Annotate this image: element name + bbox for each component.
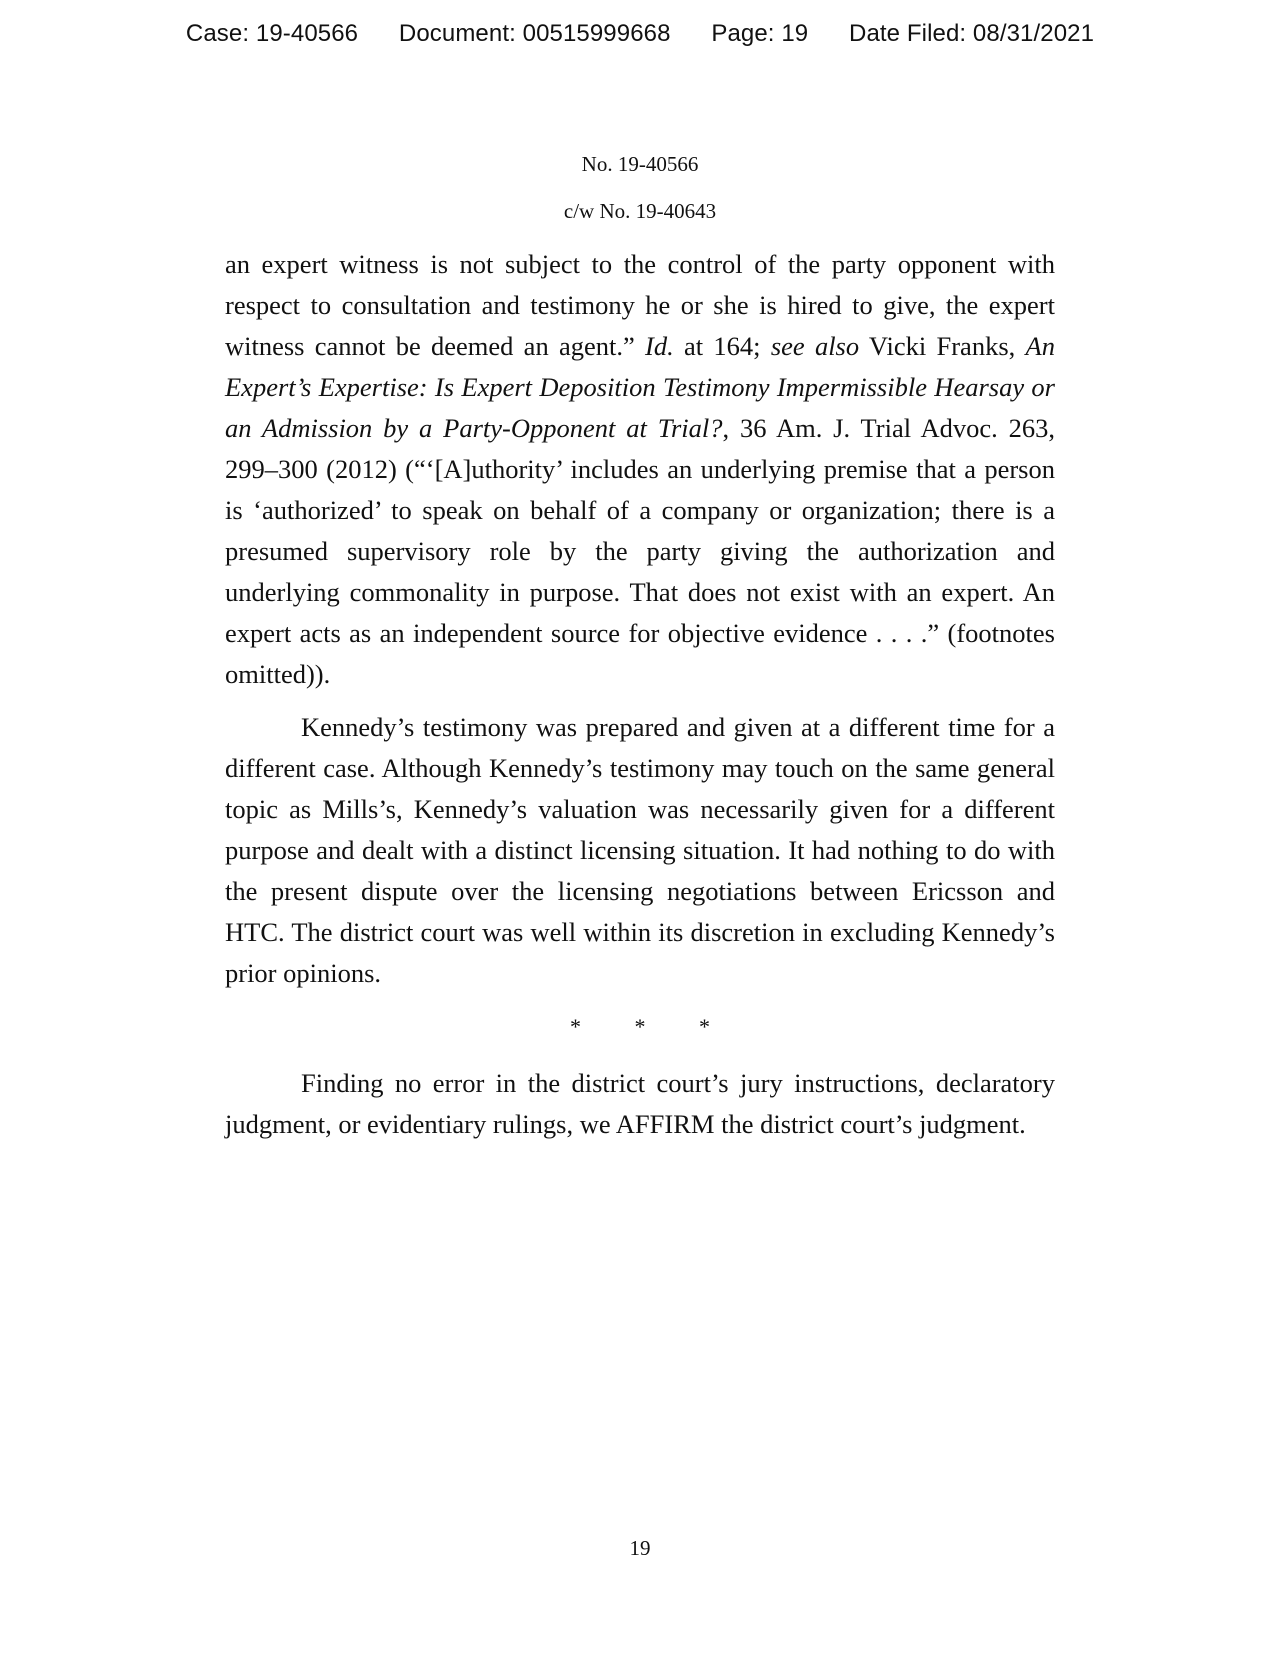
filing-header [0,20,1280,48]
document-number: Document: 00515999668 [398,20,671,47]
consolidated-docket-number: c/w No. 19-40643 [563,199,717,223]
article-title: An Expert’s Expertise: Is Expert Deposition Testimony Impermissible Hearsay or an Admission by a Party-Opponent at Trial? [225,331,1055,443]
see-also-signal: see also [770,331,860,361]
opinion-body [225,244,1055,1145]
section-separator: * * * [570,1014,710,1039]
paragraph-conclusion: Finding no error in the district court’s jury instructions, declaratory judgment, or evidentiary rulings, we AFFIRM the district court’s judgment. [225,1068,1055,1139]
date-filed: Date Filed: 08/31/2021 [849,20,1095,47]
page-number: 19 [629,1536,651,1560]
paragraph-expert-agency: an expert witness is not subject to the control of the party opponent with respect to consultation and testimony he or she is hired to give, the expert witness cannot be deemed an agent.” Id. at 164; see also Vicki Franks, An Expert’s Expertise: Is Expert Deposition Testimony Impermissible Hearsay or an Admission by a Party-Opponent at Trial?, 36 Am. J. Trial Advoc. 263, 299–300 (2012) (“‘[A]uthority’ includes an underlying premise that a person is ‘authorized’ to speak on behalf of a company or organization; there is a presumed supervisory role by the party giving the authorization and underlying commonality in purpose. That does not exist with an expert. An expert acts as an independent source for objective evidence . . . .” (footnotes omitted)). [225,249,1055,689]
case-number: Case: 19-40566 [185,20,359,47]
paragraph-kennedy-testimony: Kennedy’s testimony was prepared and given at a different time for a different case. Although Kennedy’s testimony may touch on the same general topic as Mills’s, Kennedy’s valuation was necessarily given for a different purpose and dealt with a distinct licensing situation. It had nothing to do with the present dispute over the licensing negotiations between Ericsson and HTC. The district court was well within its discretion in excluding Kennedy’s prior opinions. [225,712,1055,988]
id-citation: Id. [645,331,674,361]
page-label: Page: 19 [711,20,809,47]
docket-number: No. 19-40566 [581,152,699,176]
